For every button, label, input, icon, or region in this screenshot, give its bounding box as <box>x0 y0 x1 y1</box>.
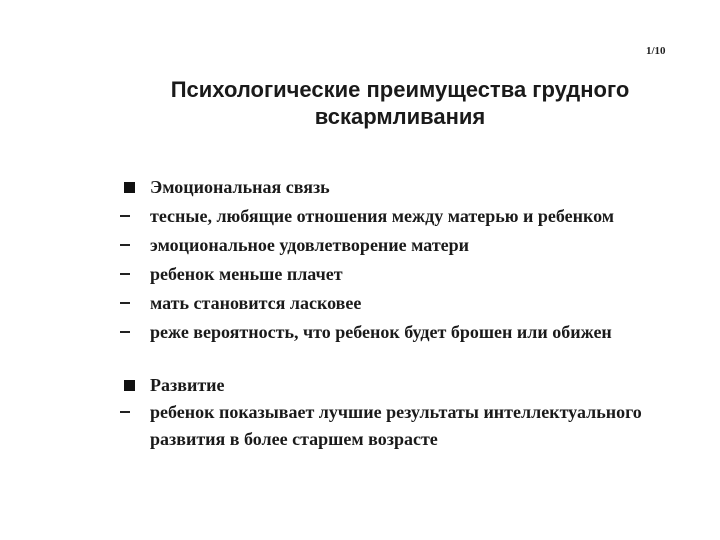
dash-icon <box>120 399 150 426</box>
list-item <box>120 318 700 347</box>
section-development <box>120 372 700 453</box>
list-item <box>120 202 700 231</box>
dash-icon <box>120 318 150 347</box>
list-item <box>120 231 700 260</box>
dash-icon <box>120 231 150 260</box>
square-bullet-icon <box>120 173 150 202</box>
list-item-text: эмоциональное удовлетворение матери <box>150 235 470 255</box>
dash-icon <box>120 289 150 318</box>
square-bullet-icon <box>120 372 150 399</box>
page-number: 1/10 <box>646 45 666 57</box>
list-item-text: реже вероятность, что ребенок будет брошен или обижен <box>150 322 612 342</box>
list-item-text: тесные, любящие отношения между матерью и ребенком <box>150 206 615 226</box>
section-heading: Развитие <box>150 375 225 395</box>
dash-icon <box>120 202 150 231</box>
section-heading-row <box>120 372 700 399</box>
dash-icon <box>120 260 150 289</box>
section-emotional-bond <box>120 173 700 347</box>
section-heading-row <box>120 173 700 202</box>
list-item <box>120 260 700 289</box>
slide-title: Психологические преимущества грудного вскармливания <box>170 77 630 129</box>
list-item <box>120 289 700 318</box>
list-item-text: ребенок показывает лучшие результаты интеллектуального развития в более старшем возрасте <box>150 402 642 449</box>
list-item <box>120 399 700 453</box>
list-item-text: ребенок меньше плачет <box>150 264 343 284</box>
list-item-text: мать становится ласковее <box>150 293 362 313</box>
section-heading: Эмоциональная связь <box>150 177 330 197</box>
